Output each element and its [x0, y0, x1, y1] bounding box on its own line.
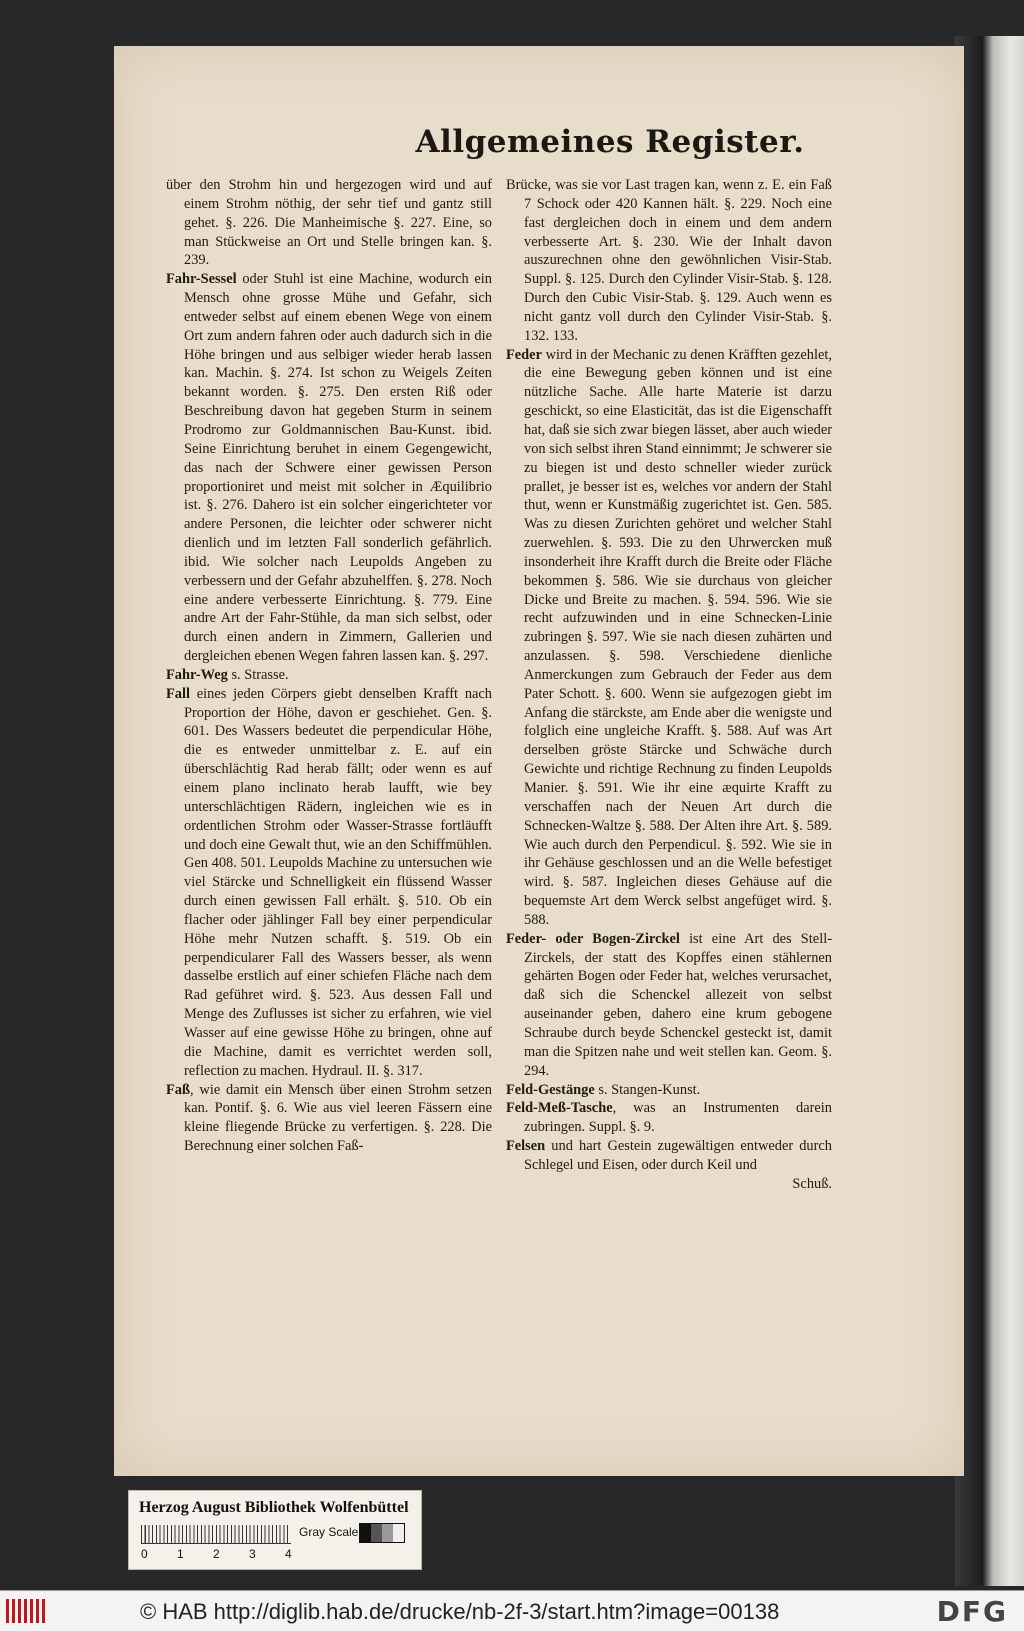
- index-entry: [506, 176, 832, 346]
- ruler-number: 1: [177, 1547, 184, 1561]
- entry-text: , was an Instrumenten darein zubringen. Suppl. §. 9.: [524, 1100, 832, 1136]
- ruler-number: 0: [141, 1547, 148, 1561]
- index-entry: [166, 270, 492, 666]
- ruler-number: 2: [213, 1547, 220, 1561]
- library-label: [128, 1490, 422, 1570]
- left-column: [166, 176, 492, 1156]
- dfg-logo: DFG: [936, 1595, 1008, 1628]
- entry-keyword: Feder: [506, 346, 542, 363]
- entry-text: und hart Gestein zugewältigen entweder durch Schlegel und Eisen, oder durch Keil und: [524, 1138, 832, 1173]
- scale-ruler: [141, 1525, 291, 1544]
- entry-text: eines jeden Cörpers giebt denselben Krafft nach Proportion der Höhe, davon er geschiehet. Gen. §. 601. Des Wassers bedeutet die perpendicular Höhe, die es entweder unmittelbar z. E. auf ein überschlächtig Rad herab fällt; oder wenn es auf einem plano inclinato herab laufft, wie bey unterschlächtigen Rädern, ingleichen wie es in ordentlichen Strohm oder Wasser-Strasse fortläufft und doch eine Gewalt thut, wie an den Schiffmühlen. Gen 408. 501. Leupolds Machine zu untersuchen wie viel Stärcke und Schnelligkeit ein flüssend Wasser durch einen gewissen Fall erhält. §. 510. Ob ein flacher oder jählinger Fall bey einer perpendicular Höhe mehr Nutzen schafft. §. 519. Ob ein perpendicularer Fall des Wassers besser, als wenn dasselbe erstlich auf einer schiefen Fläche nach dem Rad geführet wird. §. 523. Aus dessen Fall und Menge des Zuflusses ist sicher zu erfahren, wie viel Wasser auf eine gewisse Höhe zu bringen, ohne auf die Machine, damit es verrichtet werden soll, reflection zu machen. Hydraul. II. §. 317.: [184, 685, 492, 1079]
- index-entry: [506, 346, 832, 930]
- entry-text: s. Stangen-Kunst.: [598, 1081, 701, 1098]
- entry-text: , wie damit ein Mensch über einen Strohm setzen kan. Pontif. §. 6. Wie aus viel leeren Fässern eine kleine fliegende Brücke zu verfertigen. §. 228. Die Berechnung einer solchen Faß-: [184, 1081, 492, 1155]
- index-entry: [506, 1137, 832, 1175]
- entry-text: über den Strohm hin und hergezogen wird und auf einem Strohm nöthig, der sehr tief und gantz still gehet. §. 226. Die Manheimische §. 227. Eine, so man Stückweise an Ort und Stelle bringen kan. §. 239.: [166, 177, 492, 269]
- entry-keyword: Fall: [166, 685, 190, 702]
- entry-text: wird in der Mechanic zu denen Kräfften gezehlet, die eine Bewegung geben können und ist eine nützliche Sache. Alle harte Materie ist darzu geschickt, so eine Elasticität, das ist die Eigenschafft hat, daß sie sich zwar biegen lässet, aber auch wieder von sich selbst ihren Stand einnimmt; Je schwerer sie zu biegen ist und desto schneller wieder zurück prallet, je besser ist es, welches vor andern der Stahl thut, wenn er Kunstmäßig zugerichtet ist. Gen. 585. Was zu diesen Zurichten gehöret und welcher Stahl zuerwehlen. §. 593. Die zu den Uhrwercken muß insonderheit ihre Krafft durch die Breite oder Fläche bekommen §. 586. Wie sie durchaus von gleicher Dicke und Breite zu machen. §. 594. 596. Wie sie recht aufzuwinden und in eine Schnecken-Linie zubringen §. 597. Wie sie nach diesen zuhärten und anzulassen. §. 598. Verschiedene dienliche Anmerckungen zum Gebrauch der Feder aus dem Pater Schott. §. 600. Wenn sie aufgezogen giebt im Anfang die stärckste, am Ende aber die wenigste und folglich eine ungleiche Krafft. §. 588. Auf was Art derselben gröste Stärcke und Schwäche durch Gewichte und richtige Rechnung zu finden Leupolds Manier. §. 591. Wie ihr eine æquirte Krafft zu verschaffen nach der Neuen Art durch die Schnecken-Waltze §. 588. Der Alten ihre Art. §. 589. Wie auch durch den Perpendicul. §. 592. Wie sie in ihr Gehäuse geschlossen und an die Welle befestiget wird. §. 587. Ingleichen dieses Gehäuse auf die bequemste Art dem Werck selbst angefüget wird. §. 588.: [524, 346, 832, 928]
- running-head: Allgemeines Register.: [415, 124, 805, 160]
- library-label-title: Herzog August Bibliothek Wolfenbüttel: [139, 1499, 409, 1516]
- entry-keyword: Faß: [166, 1081, 190, 1098]
- entry-text: s. Strasse.: [231, 666, 289, 683]
- entry-keyword: Fahr-Sessel: [166, 271, 237, 288]
- right-column: [506, 176, 832, 1194]
- entry-keyword: Feder- oder Bogen-Zirckel: [506, 930, 680, 947]
- index-entry: [166, 1081, 492, 1156]
- entry-text: ist eine Art des Stell-Zirckels, der statt des Kopffes einen stählernen gehärten Bogen oder Feder hat, welches verursachet, daß sich die Schenckel allezeit von selbst auseinander geben, dahero eine krum gebogene Schraube durch beyde Schenckel gesteckt ist, damit man die Spitzen nahe und weit stellen kan. Geom. §. 294.: [524, 930, 832, 1079]
- entry-keyword: Felsen: [506, 1138, 546, 1155]
- ruler-number: 4: [285, 1547, 292, 1561]
- catchword: Schuß.: [792, 1175, 832, 1192]
- index-entry: [506, 1099, 832, 1137]
- entry-keyword: Feld-Meß-Tasche: [506, 1100, 613, 1117]
- index-entry: [166, 666, 492, 685]
- index-entry: [506, 930, 832, 1081]
- footer-bar: [0, 1590, 1024, 1631]
- gray-scale-swatch: [359, 1523, 405, 1543]
- index-entry: [166, 685, 492, 1081]
- entry-text: Brücke, was sie vor Last tragen kan, wenn z. E. ein Faß 7 Schock oder 420 Kannen hält. §. 229. Noch eine fast dergleichen doch in einem und dem andern verbesserte Art. §. 230. Wie der Inhalt davon auszurechnen ohne den gewöhnlichen Visir-Stab. Suppl. §. 125. Durch den Cylinder Visir-Stab. §. 128. Durch den Cubic Visir-Stab. §. 129. Auch wenn es nicht gantz voll durch den Cylinder Visir-Stab. §. 132. 133.: [506, 177, 832, 344]
- ruler-number: 3: [249, 1547, 256, 1561]
- entry-keyword: Feld-Gestänge: [506, 1081, 595, 1098]
- hab-logo-icon: [6, 1599, 46, 1623]
- footer-url[interactable]: © HAB http://diglib.hab.de/drucke/nb-2f-3/start.htm?image=00138: [140, 1599, 780, 1624]
- adjacent-page-edge: [955, 36, 1024, 1586]
- index-entry: [506, 1081, 832, 1100]
- entry-keyword: Fahr-Weg: [166, 666, 228, 683]
- index-entry: [166, 176, 492, 270]
- entry-text: oder Stuhl ist eine Machine, wodurch ein Mensch ohne grosse Mühe und Gefahr, sich entweder selbst auf einem ebenen Wege von einem Ort zum andern fahren oder auch dadurch sich in die Höhe bringen und aus selbiger wieder herab lassen kan. Machin. §. 274. Ist schon zu Weigels Zeiten bekannt worden. §. 275. Den ersten Riß oder Beschreibung davon hat gegeben Sturm in seinem Prodromo zur Goldmannischen Bau-Kunst. ibid. Seine Einrichtung beruhet in einem Gegengewicht, das nach der Schwere einer gewissen Person proportioniret und meist mit solcher in Æquilibrio ist. §. 276. Dahero ist ein solcher eingerichteter vor andere Personen, die leichter oder schwerer nicht dienlich und im letzten Fall sonderlich gefährlich. ibid. Wie solcher nach Leupolds Angeben zu verbessern und der Gefahr abzuhelffen. §. 278. Noch eine andere verbesserte Einrichtung. §. 779. Eine andre Art der Fahr-Stühle, da man sich selbst, oder durch einen andern in Zimmern, Gallerien und dergleichen ebenen Wegen fahren lassen kan. §. 297.: [184, 271, 492, 665]
- gray-scale-label: Gray Scale: [299, 1525, 359, 1539]
